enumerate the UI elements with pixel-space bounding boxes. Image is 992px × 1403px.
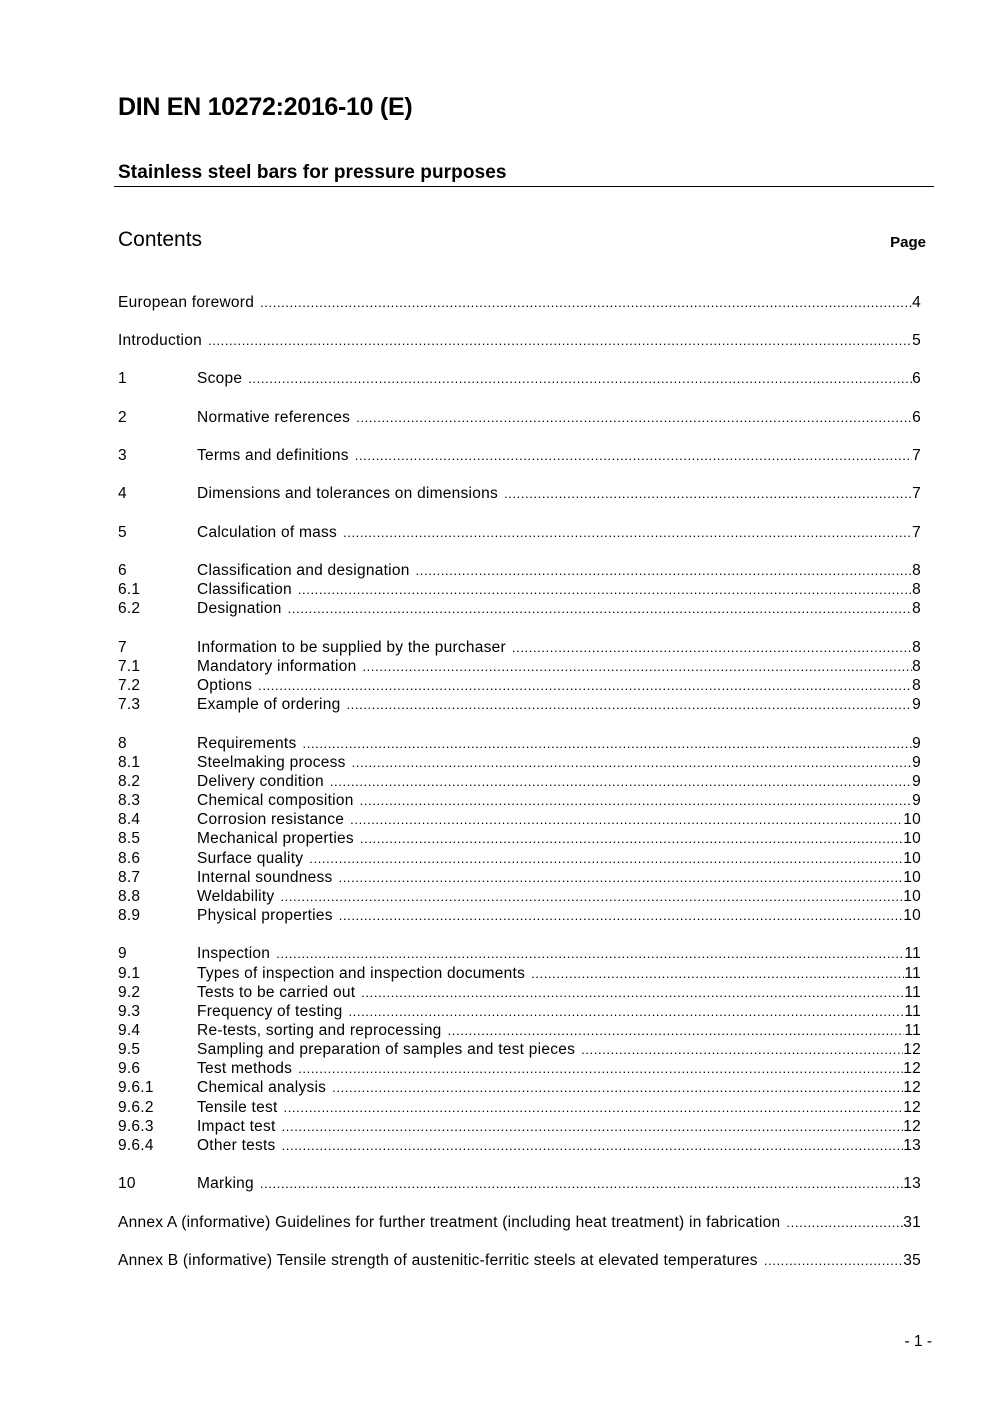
toc-entry-7-2[interactable] bbox=[118, 676, 921, 695]
toc-number: 8.3 bbox=[118, 792, 141, 809]
toc-page: 11 bbox=[904, 945, 921, 962]
toc-page: 11 bbox=[904, 1003, 921, 1020]
toc-page: 8 bbox=[912, 677, 921, 694]
toc-page: 9 bbox=[912, 773, 921, 790]
toc-leader bbox=[284, 1098, 904, 1117]
toc-number: 9.3 bbox=[118, 1003, 141, 1020]
toc-title: Chemical analysis bbox=[197, 1079, 327, 1096]
toc-title: Corrosion resistance bbox=[197, 811, 345, 828]
toc-leader bbox=[288, 599, 913, 618]
toc-entry-8-2[interactable] bbox=[118, 772, 921, 791]
toc-leader bbox=[338, 868, 903, 887]
toc-entry-7[interactable] bbox=[118, 638, 921, 657]
toc-title: Calculation of mass bbox=[197, 524, 338, 541]
toc-leader bbox=[416, 561, 913, 580]
toc-entry-9[interactable] bbox=[118, 944, 921, 963]
toc-title: Tensile test bbox=[197, 1099, 278, 1116]
toc-entry-9-4[interactable] bbox=[118, 1021, 921, 1040]
toc-page: 10 bbox=[903, 850, 921, 867]
toc-page: 10 bbox=[903, 811, 921, 828]
toc-title: Annex B (informative) Tensile strength of austenitic-ferritic steels at elevated temperatures bbox=[118, 1252, 758, 1269]
toc-title: Introduction bbox=[118, 332, 202, 349]
toc-entry-9-2[interactable] bbox=[118, 983, 921, 1002]
toc-entry-european-foreword[interactable] bbox=[118, 293, 921, 312]
toc-page: 9 bbox=[912, 792, 921, 809]
toc-number: 8.2 bbox=[118, 773, 141, 790]
toc-title: Information to be supplied by the purchaser bbox=[197, 639, 506, 656]
toc-leader bbox=[355, 446, 912, 465]
toc-title: Options bbox=[197, 677, 253, 694]
toc-entry-8-5[interactable] bbox=[118, 829, 921, 848]
toc-title: Test methods bbox=[197, 1060, 293, 1077]
toc-title: Normative references bbox=[197, 409, 351, 426]
toc-number: 3 bbox=[118, 447, 127, 464]
toc-page: 12 bbox=[903, 1118, 921, 1135]
toc-number: 6.2 bbox=[118, 600, 141, 617]
toc-entry-7-1[interactable] bbox=[118, 657, 921, 676]
toc-leader bbox=[360, 829, 903, 848]
toc-title: Classification and designation bbox=[197, 562, 410, 579]
toc-leader bbox=[786, 1213, 903, 1232]
toc-number: 1 bbox=[118, 370, 127, 387]
toc-page: 9 bbox=[912, 735, 921, 752]
page-number: - 1 - bbox=[904, 1333, 932, 1350]
toc-entry-annex-a[interactable] bbox=[118, 1213, 921, 1232]
toc-number: 9.6 bbox=[118, 1060, 141, 1077]
toc-leader bbox=[280, 887, 903, 906]
toc-leader bbox=[282, 1136, 904, 1155]
toc-leader bbox=[348, 1002, 904, 1021]
toc-number: 6 bbox=[118, 562, 127, 579]
toc-page: 11 bbox=[904, 1022, 921, 1039]
toc-page: 6 bbox=[912, 370, 921, 387]
toc-page: 9 bbox=[912, 696, 921, 713]
toc-page: 5 bbox=[912, 332, 921, 349]
toc-page: 10 bbox=[903, 869, 921, 886]
toc-number: 7 bbox=[118, 639, 127, 656]
toc-title: Impact test bbox=[197, 1118, 276, 1135]
toc-number: 8.7 bbox=[118, 869, 141, 886]
toc-leader bbox=[330, 772, 912, 791]
toc-entry-7-3[interactable] bbox=[118, 695, 921, 714]
toc-entry-annex-b[interactable] bbox=[118, 1251, 921, 1270]
toc-entry-8-1[interactable] bbox=[118, 753, 921, 772]
toc-entry-6-1[interactable] bbox=[118, 580, 921, 599]
toc-page: 31 bbox=[903, 1214, 921, 1231]
toc-entry-8-6[interactable] bbox=[118, 849, 921, 868]
toc-entry-8[interactable] bbox=[118, 734, 921, 753]
toc-leader bbox=[346, 695, 912, 714]
toc-entry-6-2[interactable] bbox=[118, 599, 921, 618]
toc-entry-introduction[interactable] bbox=[118, 331, 921, 350]
toc-title: Requirements bbox=[197, 735, 297, 752]
toc-number: 9.1 bbox=[118, 965, 141, 982]
document-subtitle: Stainless steel bars for pressure purposes bbox=[118, 162, 507, 183]
toc-leader bbox=[339, 906, 904, 925]
toc-entry-2[interactable] bbox=[118, 408, 921, 427]
toc-title: Tests to be carried out bbox=[197, 984, 356, 1001]
toc-title: European foreword bbox=[118, 294, 255, 311]
toc-entry-5[interactable] bbox=[118, 523, 921, 542]
toc-number: 9.2 bbox=[118, 984, 141, 1001]
toc-page: 10 bbox=[903, 907, 921, 924]
toc-number: 8.9 bbox=[118, 907, 141, 924]
toc-page: 12 bbox=[903, 1060, 921, 1077]
toc-number: 9.6.4 bbox=[118, 1137, 154, 1154]
toc-page: 8 bbox=[912, 639, 921, 656]
toc-title: Mechanical properties bbox=[197, 830, 354, 847]
toc-number: 8.6 bbox=[118, 850, 141, 867]
toc-page: 11 bbox=[904, 965, 921, 982]
toc-leader bbox=[248, 369, 912, 388]
toc-entry-9-6-4[interactable] bbox=[118, 1136, 921, 1155]
toc-leader bbox=[260, 1174, 903, 1193]
toc-number: 7.2 bbox=[118, 677, 141, 694]
toc-page: 7 bbox=[912, 524, 921, 541]
toc-leader bbox=[581, 1040, 903, 1059]
toc-page: 12 bbox=[903, 1099, 921, 1116]
toc-entry-9-5[interactable] bbox=[118, 1040, 921, 1059]
toc-page: 12 bbox=[903, 1041, 921, 1058]
toc-page: 12 bbox=[903, 1079, 921, 1096]
toc-entry-10[interactable] bbox=[118, 1174, 921, 1193]
document-title: DIN EN 10272:2016-10 (E) bbox=[118, 93, 413, 121]
toc-number: 7.3 bbox=[118, 696, 141, 713]
toc-title: Physical properties bbox=[197, 907, 333, 924]
toc-title: Sampling and preparation of samples and test pieces bbox=[197, 1041, 576, 1058]
toc-page: 35 bbox=[903, 1252, 921, 1269]
toc-title: Scope bbox=[197, 370, 243, 387]
toc-title: Surface quality bbox=[197, 850, 304, 867]
toc-entry-9-1[interactable] bbox=[118, 964, 921, 983]
toc-page: 13 bbox=[903, 1137, 921, 1154]
toc-title: Chemical composition bbox=[197, 792, 354, 809]
toc-title: Inspection bbox=[197, 945, 271, 962]
toc-title: Terms and definitions bbox=[197, 447, 349, 464]
toc-entry-9-3[interactable] bbox=[118, 1002, 921, 1021]
toc-entry-6[interactable] bbox=[118, 561, 921, 580]
toc-number: 8 bbox=[118, 735, 127, 752]
toc-title: Other tests bbox=[197, 1137, 276, 1154]
toc-title: Internal soundness bbox=[197, 869, 333, 886]
toc-title: Annex A (informative) Guidelines for further treatment (including heat treatment) in fabrication bbox=[118, 1214, 781, 1231]
toc-page: 8 bbox=[912, 658, 921, 675]
toc-number: 9 bbox=[118, 945, 127, 962]
toc-number: 9.6.3 bbox=[118, 1118, 154, 1135]
toc-number: 9.4 bbox=[118, 1022, 141, 1039]
toc-title: Delivery condition bbox=[197, 773, 324, 790]
toc-entry-1[interactable] bbox=[118, 369, 921, 388]
toc-entry-9-6-3[interactable] bbox=[118, 1117, 921, 1136]
toc-leader bbox=[282, 1117, 904, 1136]
toc-title: Classification bbox=[197, 581, 292, 598]
toc-title: Designation bbox=[197, 600, 282, 617]
toc-leader bbox=[309, 849, 903, 868]
toc-title: Types of inspection and inspection documents bbox=[197, 965, 526, 982]
toc-entry-8-8[interactable] bbox=[118, 887, 921, 906]
toc-entry-9-6[interactable] bbox=[118, 1059, 921, 1078]
toc-leader bbox=[764, 1251, 903, 1270]
toc-leader bbox=[298, 580, 912, 599]
toc-leader bbox=[352, 753, 913, 772]
toc-entry-8-3[interactable] bbox=[118, 791, 921, 810]
toc-leader bbox=[448, 1021, 905, 1040]
toc-number: 7.1 bbox=[118, 658, 141, 675]
toc-number: 9.6.2 bbox=[118, 1099, 154, 1116]
toc-leader bbox=[356, 408, 912, 427]
toc-entry-3[interactable] bbox=[118, 446, 921, 465]
toc-number: 8.1 bbox=[118, 754, 141, 771]
toc-leader bbox=[298, 1059, 903, 1078]
toc-leader bbox=[208, 331, 912, 350]
toc-page: 4 bbox=[912, 294, 921, 311]
toc-title: Example of ordering bbox=[197, 696, 341, 713]
toc-page: 8 bbox=[912, 581, 921, 598]
toc-page: 9 bbox=[912, 754, 921, 771]
toc-leader bbox=[332, 1078, 903, 1097]
toc-number: 5 bbox=[118, 524, 127, 541]
toc-title: Frequency of testing bbox=[197, 1003, 343, 1020]
toc-page: 7 bbox=[912, 485, 921, 502]
toc-number: 8.8 bbox=[118, 888, 141, 905]
toc-title: Mandatory information bbox=[197, 658, 357, 675]
toc-entry-8-9[interactable] bbox=[118, 906, 921, 925]
toc-leader bbox=[361, 983, 904, 1002]
toc-entry-4[interactable] bbox=[118, 484, 921, 503]
toc-page: 10 bbox=[903, 830, 921, 847]
toc-page: 6 bbox=[912, 409, 921, 426]
toc-number: 6.1 bbox=[118, 581, 141, 598]
toc-leader bbox=[276, 944, 904, 963]
toc-page: 10 bbox=[903, 888, 921, 905]
toc-number: 8.4 bbox=[118, 811, 141, 828]
toc-number: 8.5 bbox=[118, 830, 141, 847]
toc-leader bbox=[258, 676, 912, 695]
toc-entry-8-7[interactable] bbox=[118, 868, 921, 887]
toc-entry-8-4[interactable] bbox=[118, 810, 921, 829]
toc-number: 9.6.1 bbox=[118, 1079, 154, 1096]
toc-page: 13 bbox=[903, 1175, 921, 1192]
toc-leader bbox=[362, 657, 912, 676]
toc-title: Marking bbox=[197, 1175, 254, 1192]
toc-leader bbox=[512, 638, 912, 657]
toc-number: 9.5 bbox=[118, 1041, 141, 1058]
page-column-heading: Page bbox=[890, 234, 926, 251]
toc-leader bbox=[504, 484, 912, 503]
toc-entry-9-6-2[interactable] bbox=[118, 1098, 921, 1117]
toc-title: Dimensions and tolerances on dimensions bbox=[197, 485, 498, 502]
toc-title: Re-tests, sorting and reprocessing bbox=[197, 1022, 442, 1039]
toc-number: 10 bbox=[118, 1175, 136, 1192]
toc-title: Weldability bbox=[197, 888, 275, 905]
title-rule bbox=[114, 186, 934, 187]
toc-page: 7 bbox=[912, 447, 921, 464]
toc-leader bbox=[360, 791, 913, 810]
toc-entry-9-6-1[interactable] bbox=[118, 1078, 921, 1097]
toc-leader bbox=[531, 964, 904, 983]
contents-heading: Contents bbox=[118, 228, 203, 251]
toc-leader bbox=[350, 810, 903, 829]
toc-page: 8 bbox=[912, 600, 921, 617]
toc-page: 8 bbox=[912, 562, 921, 579]
toc-number: 2 bbox=[118, 409, 127, 426]
toc-number: 4 bbox=[118, 485, 127, 502]
toc-leader bbox=[260, 293, 912, 312]
toc-leader bbox=[343, 523, 912, 542]
toc-page: 11 bbox=[904, 984, 921, 1001]
toc-title: Steelmaking process bbox=[197, 754, 346, 771]
toc-leader bbox=[303, 734, 913, 753]
